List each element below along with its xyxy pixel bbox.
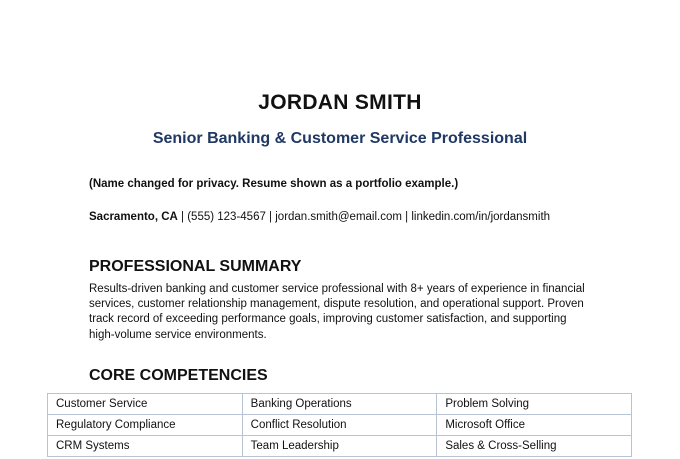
competency-cell: Team Leadership [242,436,437,457]
contact-line [89,209,550,225]
candidate-name: JORDAN SMITH [258,91,422,114]
competency-cell: Regulatory Compliance [48,415,243,436]
contact-details: | (555) 123-4567 | jordan.smith@email.com | linkedin.com/in/jordansmith [177,211,551,223]
contact-city: Sacramento, CA [89,211,178,223]
competency-cell: Banking Operations [242,394,437,415]
competency-cell: Microsoft Office [437,415,632,436]
summary-text: Results-driven banking and customer service professional with 8+ years of experience in financial services, customer relationship management, dispute resolution, and operational support. Proven track record of exceeding performance goals, improving customer satisfaction, and supporting high-volume service environments. [89,283,585,341]
competency-cell: Problem Solving [437,394,632,415]
competencies-table [47,393,632,457]
competencies-heading: CORE COMPETENCIES [89,367,268,384]
privacy-note: (Name changed for privacy. Resume shown as a portfolio example.) [89,178,459,190]
competency-cell: Sales & Cross-Selling [437,436,632,457]
summary-heading: PROFESSIONAL SUMMARY [89,258,302,275]
competency-cell: Customer Service [48,394,243,415]
competency-cell: Conflict Resolution [242,415,437,436]
table-row [48,415,632,436]
table-row [48,394,632,415]
competency-cell: CRM Systems [48,436,243,457]
professional-title: Senior Banking & Customer Service Professional [152,130,528,147]
table-row [48,436,632,457]
